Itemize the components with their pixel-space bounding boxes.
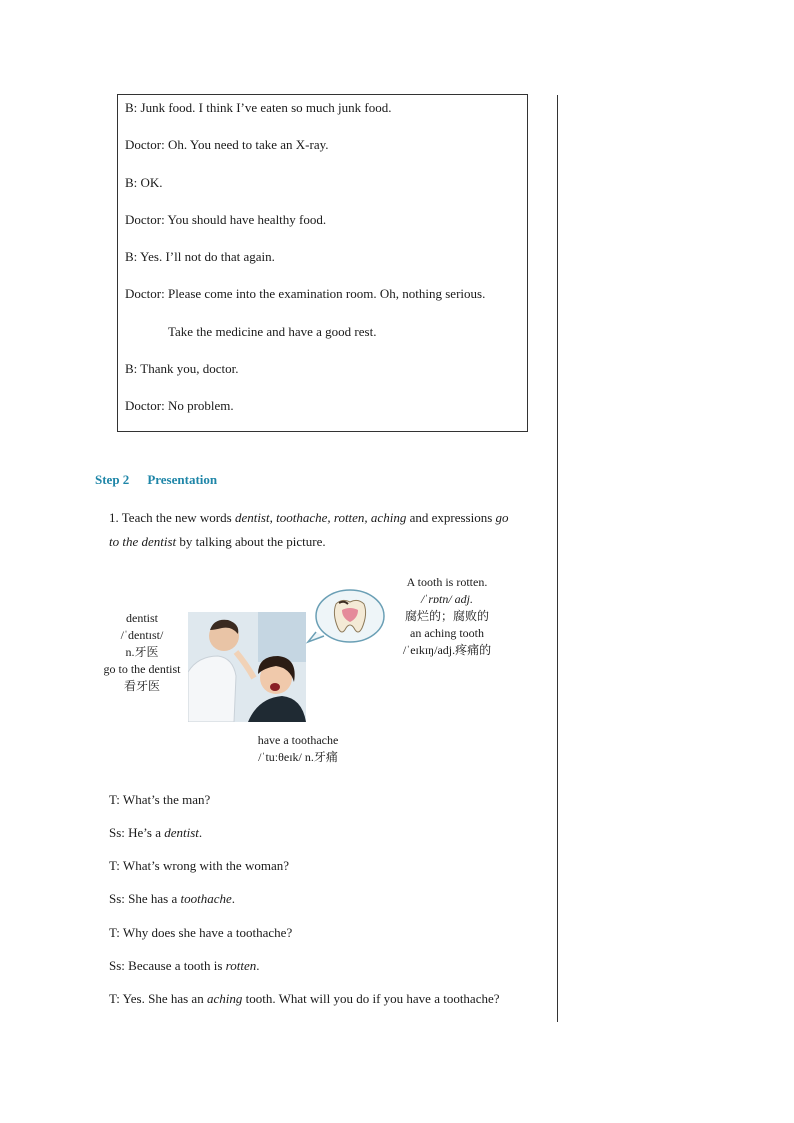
qa-text: . <box>231 891 236 906</box>
dentist-photo <box>188 612 306 722</box>
qa-text: Ss: Because a tooth is <box>109 958 226 973</box>
qa-text: T: What’s the man? <box>109 792 211 807</box>
dialogue-line: Doctor: Please come into the examination room. Oh, nothing serious. <box>125 286 486 301</box>
figure-left-labels <box>98 610 186 695</box>
teach-text: by talking about the picture. <box>176 534 326 549</box>
dialogue-line: Take the medicine and have a good rest. <box>168 324 377 339</box>
qa-line <box>109 858 289 874</box>
expression: an aching tooth <box>410 626 484 640</box>
sentence: A tooth is rotten. <box>406 575 488 589</box>
step-label: Step 2 <box>95 472 130 487</box>
teach-text: Teach the new words <box>118 510 235 525</box>
figure-right-labels <box>392 574 502 659</box>
qa-keyword: rotten <box>225 958 257 973</box>
qa-text: T: Why does she have a toothache? <box>109 925 293 940</box>
qa-text: T: What’s wrong with the woman? <box>109 858 289 873</box>
phonetic: /ˈdentɪst/ <box>120 628 164 642</box>
qa-line <box>109 891 235 907</box>
qa-text: . <box>256 958 260 973</box>
dialogue-line: B: OK. <box>125 175 163 190</box>
item-number: 1. <box>109 510 119 525</box>
meaning: 腐烂的；腐败的 <box>404 609 489 623</box>
qa-line <box>109 991 500 1007</box>
meaning: 看牙医 <box>123 679 160 693</box>
qa-text: T: Yes. She has an <box>109 991 207 1006</box>
teach-paragraph-line-1 <box>109 510 509 526</box>
qa-keyword: dentist <box>164 825 199 840</box>
phonetic: /ˈeɪkɪŋ/adj.疼痛的 <box>402 643 492 657</box>
qa-text: Ss: He’s a <box>109 825 165 840</box>
right-margin-rule <box>557 95 558 1022</box>
qa-line <box>109 825 202 841</box>
teach-text: and expressions <box>406 510 496 525</box>
qa-text: . <box>198 825 203 840</box>
expression: go to the dentist <box>103 662 181 676</box>
expression: to the dentist <box>109 534 177 549</box>
dentist-illustration <box>188 612 306 722</box>
step-heading <box>95 472 217 488</box>
phonetic: /ˈtuːθeɪk/ n.牙痛 <box>258 750 338 764</box>
expression: have a toothache <box>257 733 339 747</box>
qa-line <box>109 958 259 974</box>
qa-line <box>109 792 210 808</box>
expression: go <box>495 510 509 525</box>
dialogue-box <box>117 94 528 432</box>
qa-line <box>109 925 292 941</box>
dialogue-line: B: Thank you, doctor. <box>125 361 239 376</box>
qa-keyword: toothache <box>180 891 232 906</box>
qa-text: Ss: She has a <box>109 891 181 906</box>
dialogue-line: B: Junk food. I think I’ve eaten so much junk food. <box>125 100 392 115</box>
dialogue-line: B: Yes. I’ll not do that again. <box>125 249 275 264</box>
rotten-tooth-icon <box>306 588 386 660</box>
meaning: n.牙医 <box>125 645 159 659</box>
dialogue-line: Doctor: Oh. You need to take an X-ray. <box>125 137 329 152</box>
speech-bubble <box>306 588 386 660</box>
teach-paragraph-line-2 <box>109 534 326 550</box>
new-words: dentist, toothache, rotten, aching <box>234 510 407 525</box>
dialogue-line: Doctor: No problem. <box>125 398 234 413</box>
step-title: Presentation <box>147 472 218 487</box>
qa-keyword: aching <box>206 991 243 1006</box>
word-dentist: dentist <box>126 611 158 625</box>
figure-bottom-labels <box>240 732 356 766</box>
dialogue-line: Doctor: You should have healthy food. <box>125 212 327 227</box>
qa-text: tooth. What will you do if you have a toothache? <box>242 991 500 1006</box>
phonetic: /ˈrɒtn/ adj. <box>420 592 473 606</box>
